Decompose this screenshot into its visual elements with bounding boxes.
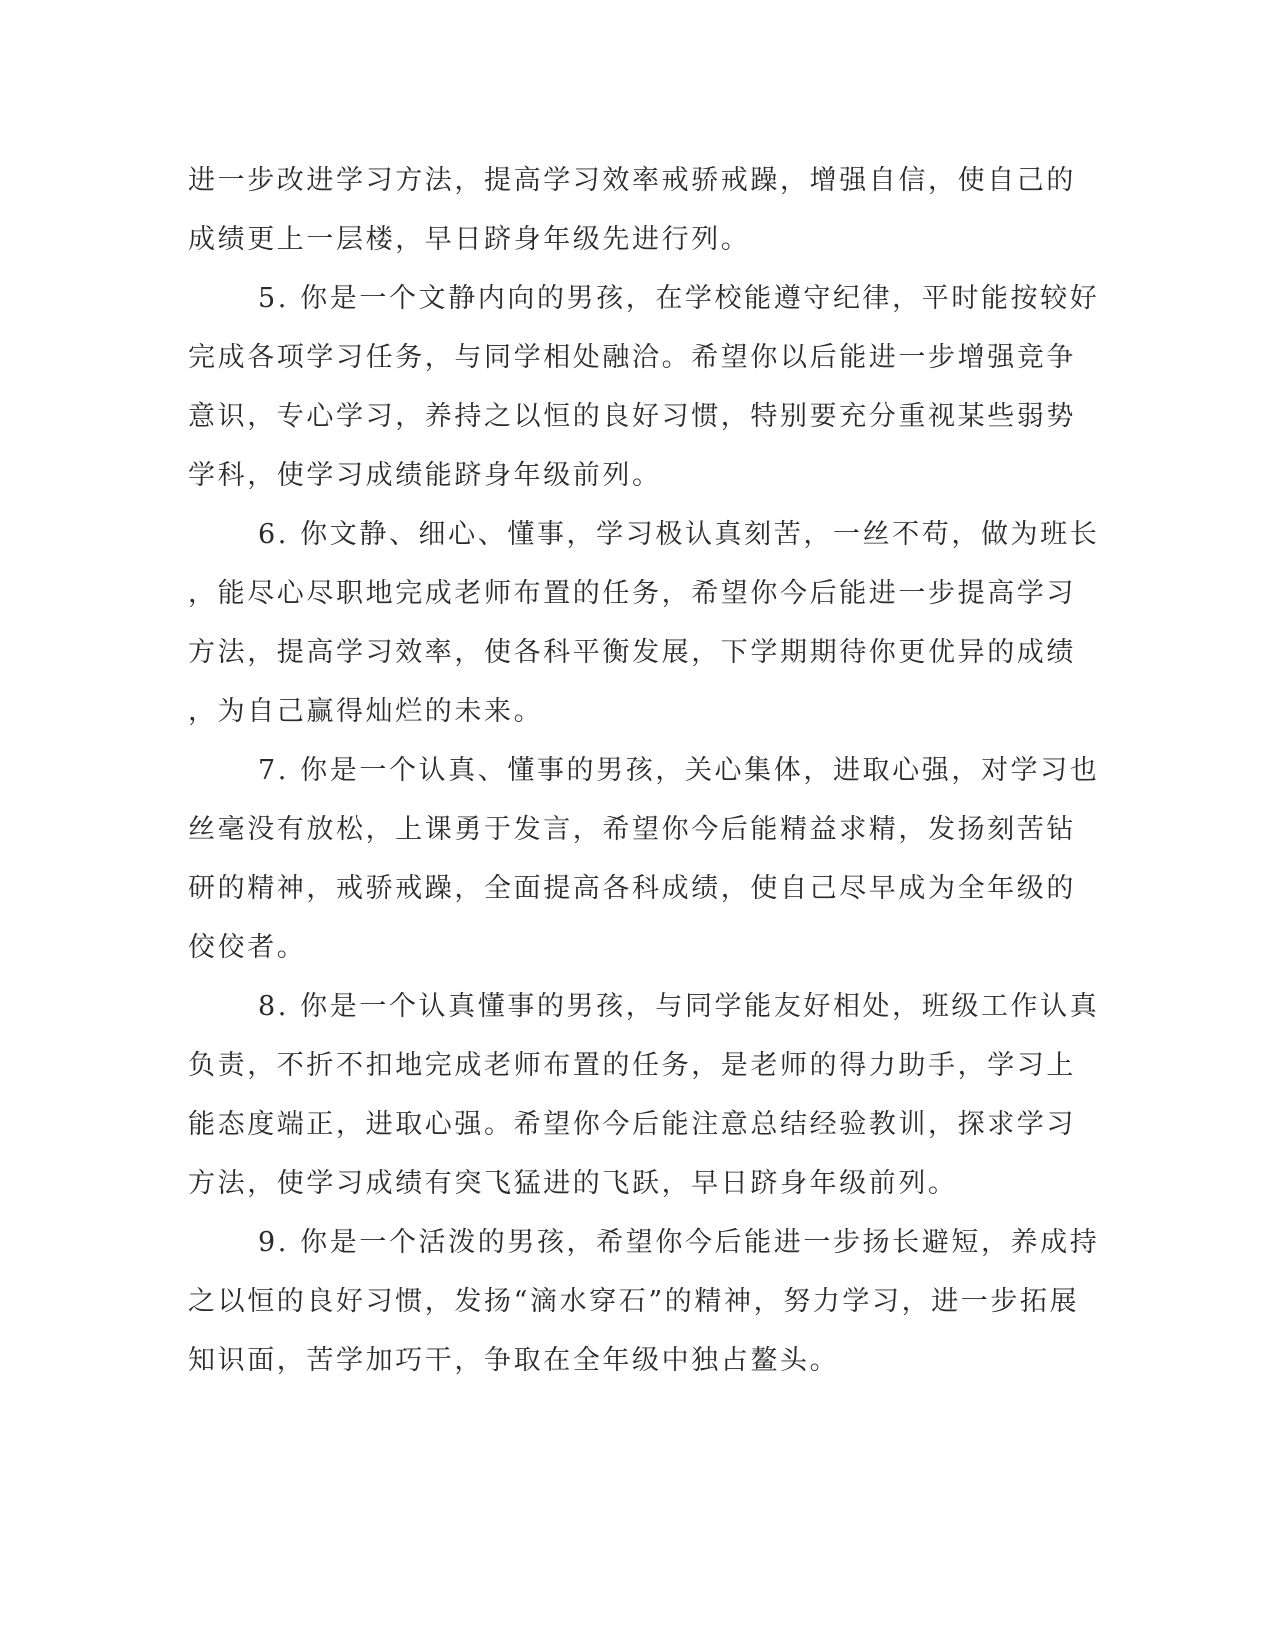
text-line: 之以恒的良好习惯，发扬“滴水穿石”的精神，努力学习，进一步拓展 [188, 1286, 1080, 1317]
text-line: 佼佼者。 [188, 932, 307, 963]
paragraph-7-first-line: 7. 你是一个认真、懂事的男孩，关心集体，进取心强，对学习也 [258, 755, 1100, 786]
text-line: 负责，不折不扣地完成老师布置的任务，是老师的得力助手，学习上 [188, 1050, 1076, 1081]
text-line: 进一步改进学习方法，提高学习效率戒骄戒躁，增强自信，使自己的 [188, 165, 1076, 196]
paragraph-6-first-line: 6. 你文静、细心、懂事，学习极认真刻苦，一丝不苟，做为班长 [258, 519, 1100, 550]
text-line: 方法，使学习成绩有突飞猛进的飞跃，早日跻身年级前列。 [188, 1168, 958, 1199]
text-line: ，能尽心尽职地完成老师布置的任务，希望你今后能进一步提高学习 [188, 578, 1076, 609]
text-line: 成绩更上一层楼，早日跻身年级先进行列。 [188, 224, 751, 255]
text-line: 意识，专心学习，养持之以恒的良好习惯，特别要充分重视某些弱势 [188, 401, 1076, 432]
paragraph-8-first-line: 8. 你是一个认真懂事的男孩，与同学能友好相处，班级工作认真 [258, 991, 1100, 1022]
text-line: 知识面，苦学加巧干，争取在全年级中独占鳌头。 [188, 1345, 840, 1376]
text-line: 方法，提高学习效率，使各科平衡发展，下学期期待你更优异的成绩 [188, 637, 1076, 668]
text-line: 丝毫没有放松，上课勇于发言，希望你今后能精益求精，发扬刻苦钻 [188, 814, 1076, 845]
paragraph-5-first-line: 5. 你是一个文静内向的男孩，在学校能遵守纪律，平时能按较好 [258, 283, 1100, 314]
text-line: 能态度端正，进取心强。希望你今后能注意总结经验教训，探求学习 [188, 1109, 1076, 1140]
text-line: 研的精神，戒骄戒躁，全面提高各科成绩，使自己尽早成为全年级的 [188, 873, 1076, 904]
text-line: 学科，使学习成绩能跻身年级前列。 [188, 460, 662, 491]
text-line: ，为自己赢得灿烂的未来。 [188, 696, 544, 727]
paragraph-9-first-line: 9. 你是一个活泼的男孩，希望你今后能进一步扬长避短，养成持 [258, 1227, 1100, 1258]
text-line: 完成各项学习任务，与同学相处融洽。希望你以后能进一步增强竞争 [188, 342, 1076, 373]
